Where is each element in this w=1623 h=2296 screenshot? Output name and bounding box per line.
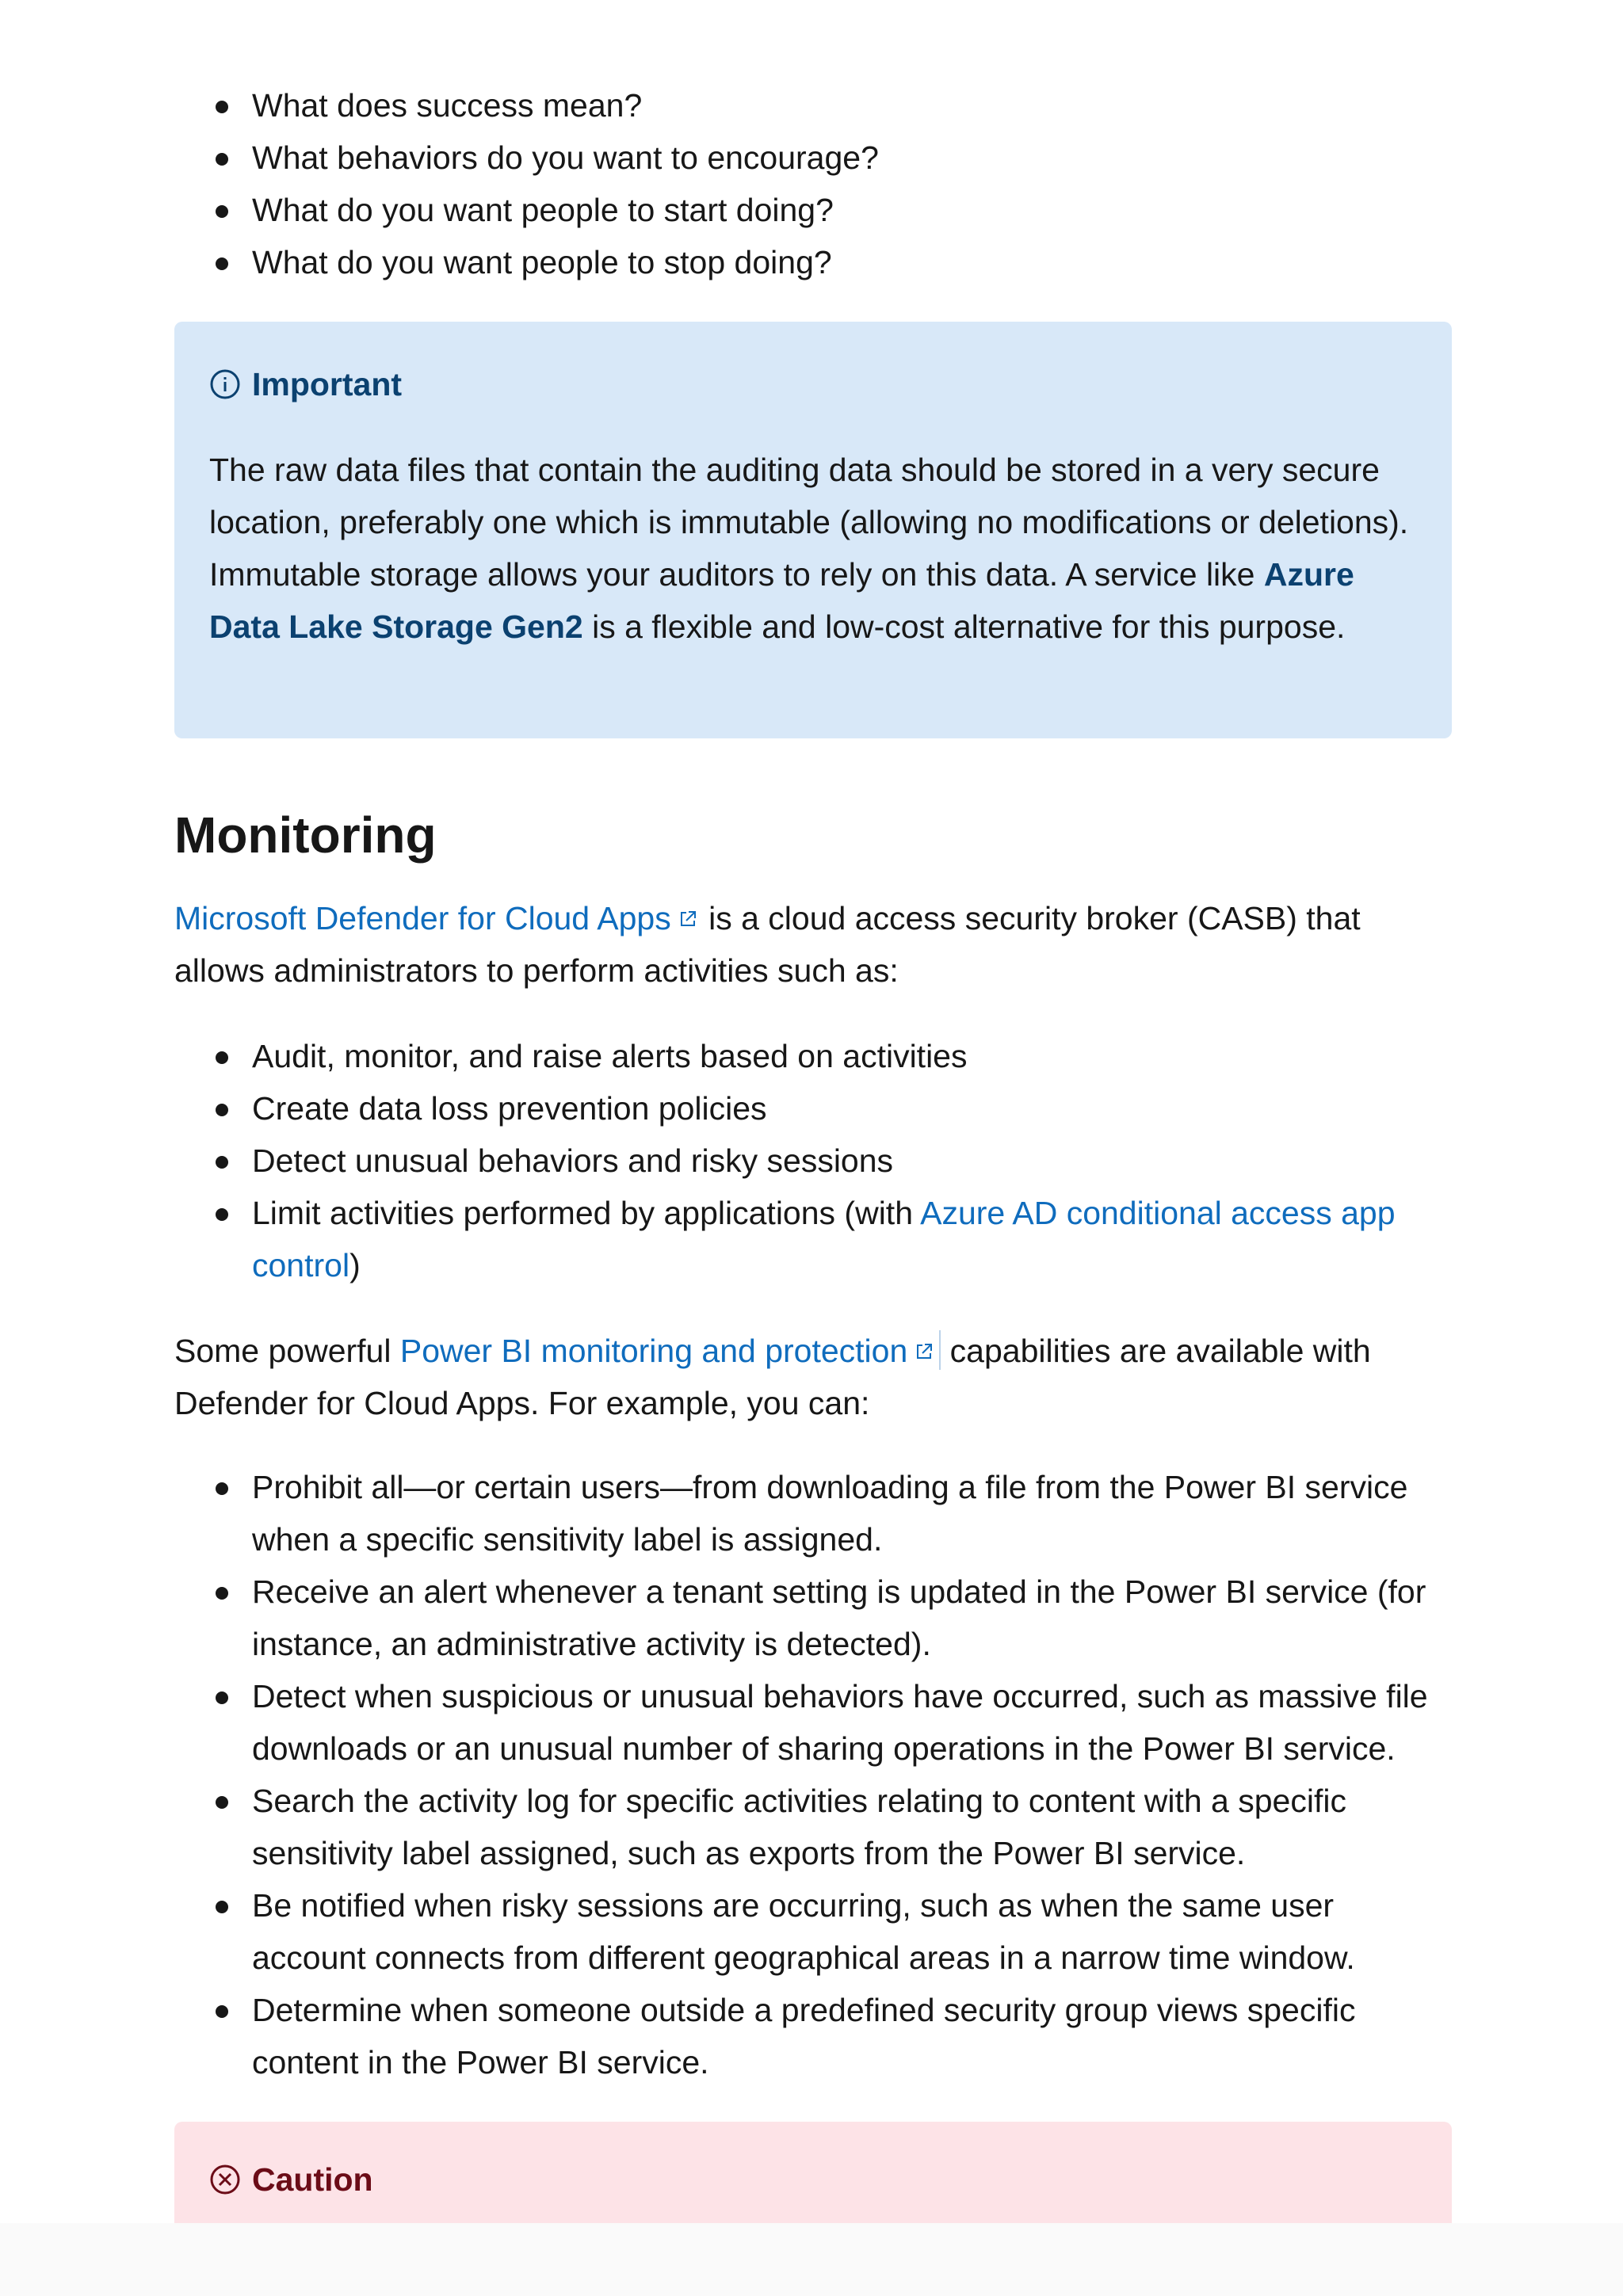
para2-text-before: Some powerful xyxy=(174,1333,400,1369)
list-item: Audit, monitor, and raise alerts based on activities xyxy=(252,1030,1452,1082)
list-item: Receive an alert whenever a tenant setting is updated in the Power BI service (for instance, an administrative activity is detected). xyxy=(252,1566,1452,1670)
important-alert-body xyxy=(209,444,1417,653)
list-item: What do you want people to stop doing? xyxy=(252,236,1452,288)
capabilities-list xyxy=(174,1461,1452,2088)
power-bi-monitoring-link[interactable] xyxy=(400,1333,936,1369)
intro-text: is a cloud access security broker (CASB) that allows administrators to perform activities such as: xyxy=(174,900,1361,989)
monitoring-heading: Monitoring xyxy=(174,807,437,864)
important-text-before: The raw data files that contain the auditing data should be stored in a very secure location, preferably one which is immutable (allowing no modifications or deletions). Immutable storage allows your auditors to rely on this data. A service like xyxy=(209,452,1409,593)
capabilities-intro xyxy=(174,1325,1452,1429)
external-link-icon xyxy=(912,1340,936,1363)
caution-alert-title xyxy=(209,2153,1417,2206)
list-item: Detect when suspicious or unusual behaviors have occurred, such as massive file downloads or an unusual number of sharing operations in the Power BI service. xyxy=(252,1670,1452,1775)
important-alert-title xyxy=(209,358,1417,410)
external-link-icon xyxy=(676,907,700,931)
activity-text-end: ) xyxy=(349,1247,361,1283)
x-circle-icon xyxy=(209,2164,241,2195)
page-bottom-margin xyxy=(0,2223,1623,2296)
important-text-after: is a flexible and low-cost alternative for this purpose. xyxy=(582,608,1346,645)
list-item xyxy=(252,1187,1452,1291)
important-title-text: Important xyxy=(252,366,403,402)
list-item: Create data loss prevention policies xyxy=(252,1082,1452,1135)
article-content xyxy=(174,0,1452,2225)
azure-ad-conditional-access-link[interactable]: Azure AD conditional access app control xyxy=(252,1195,1396,1283)
list-item: Prohibit all—or certain users—from downloading a file from the Power BI service when a specific sensitivity label is assigned. xyxy=(252,1461,1452,1566)
monitoring-intro xyxy=(174,892,1452,997)
activities-list xyxy=(174,1030,1452,1291)
caution-title-text: Caution xyxy=(252,2161,373,2198)
list-item: Determine when someone outside a predefined security group views specific content in the Power BI service. xyxy=(252,1984,1452,2088)
power-bi-link-text: Power BI monitoring and protection xyxy=(399,1333,908,1369)
list-item: What do you want people to start doing? xyxy=(252,184,1452,236)
caution-alert xyxy=(174,2122,1452,2225)
list-item: Be notified when risky sessions are occurring, such as when the same user account connects from different geographical areas in a narrow time window. xyxy=(252,1879,1452,1984)
activity-text: Limit activities performed by applications (with xyxy=(252,1195,921,1231)
info-circle-icon xyxy=(209,368,241,400)
list-item: What behaviors do you want to encourage? xyxy=(252,132,1452,184)
defender-link-text: Microsoft Defender for Cloud Apps xyxy=(174,900,671,936)
list-item: Search the activity log for specific activities relating to content with a specific sensitivity label assigned, such as exports from the Power BI service. xyxy=(252,1775,1452,1879)
list-item: Detect unusual behaviors and risky sessions xyxy=(252,1135,1452,1187)
defender-cloud-apps-link[interactable] xyxy=(174,900,700,936)
para2-text-after: capabilities are available with Defender for Cloud Apps. For example, you can: xyxy=(174,1333,1371,1421)
questions-list xyxy=(174,0,1452,288)
azure-data-lake-link[interactable]: Azure Data Lake Storage Gen2 xyxy=(209,556,1354,645)
important-alert xyxy=(174,322,1452,738)
list-item: What does success mean? xyxy=(252,79,1452,132)
